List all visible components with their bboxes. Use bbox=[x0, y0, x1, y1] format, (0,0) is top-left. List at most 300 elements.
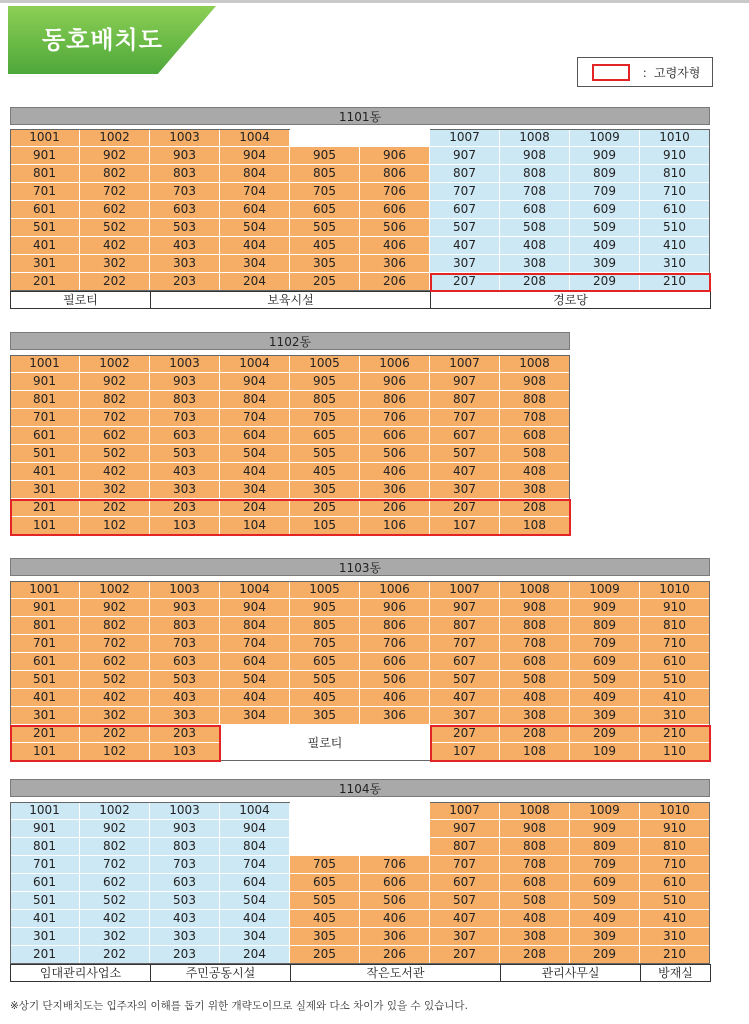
unit-cell: 710 bbox=[640, 635, 710, 653]
legend bbox=[577, 57, 713, 87]
unit-cell: 306 bbox=[360, 707, 430, 725]
unit-cell: 505 bbox=[290, 892, 360, 910]
unit-cell: 605 bbox=[290, 427, 360, 445]
unit-cell: 1005 bbox=[290, 581, 360, 599]
unit-cell: 804 bbox=[220, 838, 290, 856]
unit-cell: 510 bbox=[640, 219, 710, 237]
unit-cell: 102 bbox=[80, 517, 150, 535]
unit-cell: 1007 bbox=[430, 355, 500, 373]
unit-cell: 1002 bbox=[80, 129, 150, 147]
unit-cell: 410 bbox=[640, 237, 710, 255]
legend-label: ：고령자형 bbox=[642, 66, 701, 80]
unit-cell: 304 bbox=[220, 928, 290, 946]
unit-cell: 1004 bbox=[220, 355, 290, 373]
unit-cell: 206 bbox=[360, 273, 430, 291]
ground-facility: 관리사무실 bbox=[500, 964, 641, 982]
building-title: 1102동 bbox=[10, 332, 570, 350]
unit-cell: 701 bbox=[10, 183, 80, 201]
unit-cell: 707 bbox=[430, 856, 500, 874]
unit-cell: 305 bbox=[290, 707, 360, 725]
unit-cell: 709 bbox=[570, 856, 640, 874]
unit-cell: 503 bbox=[150, 892, 220, 910]
building-title: 1104동 bbox=[10, 779, 710, 797]
unit-cell: 704 bbox=[220, 856, 290, 874]
unit-cell: 704 bbox=[220, 183, 290, 201]
unit-cell: 710 bbox=[640, 856, 710, 874]
unit-cell: 906 bbox=[360, 373, 430, 391]
unit-cell: 608 bbox=[500, 874, 570, 892]
unit-cell: 803 bbox=[150, 617, 220, 635]
unit-cell: 403 bbox=[150, 910, 220, 928]
unit-cell: 810 bbox=[640, 165, 710, 183]
unit-cell: 504 bbox=[220, 671, 290, 689]
unit-cell: 805 bbox=[290, 617, 360, 635]
unit-cell: 802 bbox=[80, 391, 150, 409]
unit-cell: 1001 bbox=[10, 355, 80, 373]
unit-cell: 907 bbox=[430, 373, 500, 391]
unit-cell: 208 bbox=[500, 273, 570, 291]
unit-cell: 602 bbox=[80, 874, 150, 892]
unit-cell: 904 bbox=[220, 373, 290, 391]
unit-cell: 509 bbox=[570, 219, 640, 237]
unit-cell: 208 bbox=[500, 725, 570, 743]
unit-cell: 505 bbox=[290, 219, 360, 237]
unit-cell: 401 bbox=[10, 463, 80, 481]
unit-cell: 609 bbox=[570, 201, 640, 219]
unit-cell: 303 bbox=[150, 481, 220, 499]
unit-cell: 404 bbox=[220, 237, 290, 255]
unit-cell: 802 bbox=[80, 165, 150, 183]
unit-cell: 909 bbox=[570, 599, 640, 617]
unit-cell: 1003 bbox=[150, 581, 220, 599]
unit-cell: 210 bbox=[640, 946, 710, 964]
unit-cell: 310 bbox=[640, 707, 710, 725]
unit-cell: 603 bbox=[150, 201, 220, 219]
unit-cell: 806 bbox=[360, 391, 430, 409]
unit-cell: 109 bbox=[570, 743, 640, 761]
unit-cell: 503 bbox=[150, 445, 220, 463]
unit-cell: 1009 bbox=[570, 581, 640, 599]
unit-cell: 507 bbox=[430, 892, 500, 910]
unit-cell: 603 bbox=[150, 427, 220, 445]
unit-cell: 107 bbox=[430, 517, 500, 535]
unit-cell: 308 bbox=[500, 707, 570, 725]
unit-cell: 301 bbox=[10, 481, 80, 499]
unit-cell: 207 bbox=[430, 946, 500, 964]
unit-cell: 705 bbox=[290, 183, 360, 201]
unit-cell: 908 bbox=[500, 599, 570, 617]
unit-cell: 108 bbox=[500, 517, 570, 535]
unit-cell: 606 bbox=[360, 653, 430, 671]
unit-cell: 405 bbox=[290, 463, 360, 481]
unit-cell: 407 bbox=[430, 910, 500, 928]
unit-cell: 807 bbox=[430, 617, 500, 635]
unit-cell: 208 bbox=[500, 946, 570, 964]
unit-cell: 304 bbox=[220, 707, 290, 725]
unit-cell: 1008 bbox=[500, 129, 570, 147]
unit-cell: 403 bbox=[150, 463, 220, 481]
unit-cell: 406 bbox=[360, 910, 430, 928]
unit-cell: 502 bbox=[80, 219, 150, 237]
unit-cell: 308 bbox=[500, 481, 570, 499]
unit-cell: 210 bbox=[640, 273, 710, 291]
unit-cell: 1004 bbox=[220, 802, 290, 820]
unit-cell: 409 bbox=[570, 689, 640, 707]
unit-cell: 1002 bbox=[80, 581, 150, 599]
unit-cell: 402 bbox=[80, 237, 150, 255]
empty-space bbox=[290, 820, 430, 838]
unit-cell: 601 bbox=[10, 874, 80, 892]
unit-cell: 809 bbox=[570, 838, 640, 856]
unit-cell: 304 bbox=[220, 481, 290, 499]
unit-cell: 202 bbox=[80, 273, 150, 291]
unit-cell: 505 bbox=[290, 445, 360, 463]
unit-cell: 1003 bbox=[150, 129, 220, 147]
unit-cell: 702 bbox=[80, 635, 150, 653]
unit-cell: 1004 bbox=[220, 129, 290, 147]
unit-cell: 603 bbox=[150, 653, 220, 671]
unit-cell: 408 bbox=[500, 237, 570, 255]
empty-space bbox=[290, 838, 430, 856]
unit-cell: 1008 bbox=[500, 355, 570, 373]
unit-cell: 902 bbox=[80, 820, 150, 838]
unit-cell: 209 bbox=[570, 725, 640, 743]
unit-cell: 608 bbox=[500, 427, 570, 445]
unit-cell: 907 bbox=[430, 147, 500, 165]
unit-cell: 201 bbox=[10, 499, 80, 517]
unit-cell: 705 bbox=[290, 635, 360, 653]
unit-cell: 808 bbox=[500, 391, 570, 409]
unit-cell: 304 bbox=[220, 255, 290, 273]
unit-cell: 302 bbox=[80, 481, 150, 499]
unit-cell: 509 bbox=[570, 892, 640, 910]
unit-cell: 1005 bbox=[290, 355, 360, 373]
unit-cell: 604 bbox=[220, 653, 290, 671]
unit-cell: 605 bbox=[290, 201, 360, 219]
unit-cell: 504 bbox=[220, 445, 290, 463]
unit-cell: 602 bbox=[80, 201, 150, 219]
unit-cell: 201 bbox=[10, 946, 80, 964]
unit-cell: 409 bbox=[570, 237, 640, 255]
unit-cell: 1006 bbox=[360, 581, 430, 599]
unit-cell: 206 bbox=[360, 499, 430, 517]
ground-facility: 작은도서관 bbox=[290, 964, 501, 982]
unit-cell: 406 bbox=[360, 463, 430, 481]
unit-cell: 902 bbox=[80, 373, 150, 391]
unit-cell: 904 bbox=[220, 599, 290, 617]
unit-cell: 807 bbox=[430, 165, 500, 183]
unit-cell: 606 bbox=[360, 201, 430, 219]
unit-cell: 801 bbox=[10, 391, 80, 409]
unit-cell: 708 bbox=[500, 409, 570, 427]
unit-cell: 1001 bbox=[10, 129, 80, 147]
unit-cell: 610 bbox=[640, 653, 710, 671]
unit-cell: 601 bbox=[10, 427, 80, 445]
unit-cell: 301 bbox=[10, 255, 80, 273]
unit-cell: 401 bbox=[10, 910, 80, 928]
unit-cell: 305 bbox=[290, 255, 360, 273]
unit-cell: 1009 bbox=[570, 802, 640, 820]
unit-cell: 907 bbox=[430, 599, 500, 617]
unit-cell: 509 bbox=[570, 671, 640, 689]
unit-cell: 203 bbox=[150, 725, 220, 743]
unit-cell: 708 bbox=[500, 183, 570, 201]
unit-cell: 207 bbox=[430, 725, 500, 743]
unit-cell: 907 bbox=[430, 820, 500, 838]
unit-cell: 1007 bbox=[430, 802, 500, 820]
unit-cell: 506 bbox=[360, 219, 430, 237]
unit-cell: 502 bbox=[80, 445, 150, 463]
empty-space bbox=[290, 801, 430, 820]
unit-cell: 203 bbox=[150, 946, 220, 964]
unit-cell: 307 bbox=[430, 481, 500, 499]
building-title: 1103동 bbox=[10, 558, 710, 576]
unit-cell: 507 bbox=[430, 445, 500, 463]
unit-cell: 1003 bbox=[150, 355, 220, 373]
unit-cell: 401 bbox=[10, 237, 80, 255]
unit-cell: 704 bbox=[220, 409, 290, 427]
unit-cell: 302 bbox=[80, 707, 150, 725]
unit-cell: 503 bbox=[150, 219, 220, 237]
unit-cell: 107 bbox=[430, 743, 500, 761]
unit-cell: 908 bbox=[500, 820, 570, 838]
unit-cell: 202 bbox=[80, 725, 150, 743]
unit-cell: 303 bbox=[150, 707, 220, 725]
unit-cell: 506 bbox=[360, 892, 430, 910]
unit-cell: 901 bbox=[10, 599, 80, 617]
unit-cell: 808 bbox=[500, 165, 570, 183]
unit-cell: 808 bbox=[500, 838, 570, 856]
unit-cell: 703 bbox=[150, 856, 220, 874]
unit-cell: 606 bbox=[360, 427, 430, 445]
unit-cell: 910 bbox=[640, 820, 710, 838]
unit-cell: 503 bbox=[150, 671, 220, 689]
unit-cell: 402 bbox=[80, 910, 150, 928]
unit-cell: 608 bbox=[500, 201, 570, 219]
unit-cell: 404 bbox=[220, 910, 290, 928]
unit-cell: 607 bbox=[430, 427, 500, 445]
unit-cell: 203 bbox=[150, 273, 220, 291]
unit-cell: 506 bbox=[360, 445, 430, 463]
unit-cell: 405 bbox=[290, 237, 360, 255]
unit-cell: 904 bbox=[220, 820, 290, 838]
unit-cell: 407 bbox=[430, 689, 500, 707]
unit-cell: 309 bbox=[570, 928, 640, 946]
unit-cell: 706 bbox=[360, 856, 430, 874]
unit-cell: 508 bbox=[500, 671, 570, 689]
unit-cell: 406 bbox=[360, 689, 430, 707]
unit-cell: 909 bbox=[570, 147, 640, 165]
page-title: 동호배치도 bbox=[42, 26, 163, 54]
unit-cell: 906 bbox=[360, 599, 430, 617]
unit-cell: 903 bbox=[150, 147, 220, 165]
unit-cell: 209 bbox=[570, 273, 640, 291]
unit-cell: 902 bbox=[80, 147, 150, 165]
unit-cell: 806 bbox=[360, 165, 430, 183]
unit-cell: 307 bbox=[430, 928, 500, 946]
unit-cell: 705 bbox=[290, 409, 360, 427]
unit-cell: 105 bbox=[290, 517, 360, 535]
unit-cell: 103 bbox=[150, 743, 220, 761]
piloti-area: 필로티 bbox=[220, 725, 430, 760]
unit-cell: 703 bbox=[150, 183, 220, 201]
unit-cell: 1002 bbox=[80, 802, 150, 820]
unit-cell: 309 bbox=[570, 255, 640, 273]
unit-cell: 309 bbox=[570, 707, 640, 725]
unit-cell: 505 bbox=[290, 671, 360, 689]
unit-cell: 205 bbox=[290, 946, 360, 964]
unit-cell: 710 bbox=[640, 183, 710, 201]
unit-cell: 306 bbox=[360, 481, 430, 499]
unit-cell: 610 bbox=[640, 874, 710, 892]
unit-cell: 606 bbox=[360, 874, 430, 892]
unit-cell: 204 bbox=[220, 273, 290, 291]
unit-cell: 708 bbox=[500, 856, 570, 874]
unit-cell: 910 bbox=[640, 147, 710, 165]
unit-cell: 205 bbox=[290, 273, 360, 291]
unit-cell: 704 bbox=[220, 635, 290, 653]
unit-cell: 110 bbox=[640, 743, 710, 761]
unit-cell: 1007 bbox=[430, 129, 500, 147]
unit-cell: 707 bbox=[430, 183, 500, 201]
unit-cell: 209 bbox=[570, 946, 640, 964]
unit-cell: 502 bbox=[80, 892, 150, 910]
unit-cell: 208 bbox=[500, 499, 570, 517]
unit-cell: 610 bbox=[640, 201, 710, 219]
unit-cell: 404 bbox=[220, 463, 290, 481]
unit-cell: 807 bbox=[430, 391, 500, 409]
unit-cell: 101 bbox=[10, 517, 80, 535]
ground-facility: 필로티 bbox=[10, 291, 151, 309]
unit-cell: 508 bbox=[500, 219, 570, 237]
ground-facility: 주민공동시설 bbox=[150, 964, 291, 982]
unit-cell: 403 bbox=[150, 689, 220, 707]
unit-cell: 607 bbox=[430, 653, 500, 671]
unit-cell: 810 bbox=[640, 617, 710, 635]
unit-cell: 804 bbox=[220, 617, 290, 635]
unit-cell: 108 bbox=[500, 743, 570, 761]
unit-cell: 408 bbox=[500, 689, 570, 707]
unit-cell: 803 bbox=[150, 165, 220, 183]
unit-cell: 810 bbox=[640, 838, 710, 856]
unit-cell: 310 bbox=[640, 255, 710, 273]
unit-cell: 405 bbox=[290, 910, 360, 928]
unit-cell: 504 bbox=[220, 219, 290, 237]
unit-cell: 102 bbox=[80, 743, 150, 761]
unit-cell: 306 bbox=[360, 255, 430, 273]
unit-cell: 1003 bbox=[150, 802, 220, 820]
unit-cell: 1010 bbox=[640, 129, 710, 147]
unit-cell: 706 bbox=[360, 409, 430, 427]
unit-cell: 803 bbox=[150, 838, 220, 856]
unit-cell: 308 bbox=[500, 928, 570, 946]
unit-cell: 210 bbox=[640, 725, 710, 743]
unit-cell: 202 bbox=[80, 946, 150, 964]
unit-cell: 809 bbox=[570, 617, 640, 635]
unit-cell: 303 bbox=[150, 928, 220, 946]
unit-cell: 501 bbox=[10, 671, 80, 689]
unit-cell: 801 bbox=[10, 165, 80, 183]
ground-facility: 방재실 bbox=[640, 964, 711, 982]
unit-cell: 510 bbox=[640, 892, 710, 910]
unit-cell: 1004 bbox=[220, 581, 290, 599]
unit-cell: 809 bbox=[570, 165, 640, 183]
unit-cell: 905 bbox=[290, 373, 360, 391]
unit-cell: 103 bbox=[150, 517, 220, 535]
unit-cell: 405 bbox=[290, 689, 360, 707]
unit-cell: 605 bbox=[290, 653, 360, 671]
unit-cell: 609 bbox=[570, 874, 640, 892]
unit-cell: 506 bbox=[360, 671, 430, 689]
unit-cell: 407 bbox=[430, 237, 500, 255]
unit-cell: 707 bbox=[430, 635, 500, 653]
unit-cell: 608 bbox=[500, 653, 570, 671]
unit-cell: 1009 bbox=[570, 129, 640, 147]
footnote: ※상기 단지배치도는 입주자의 이해를 돕기 위한 개략도이므로 실제와 다소 차이가 있을 수 있습니다. bbox=[10, 1000, 468, 1012]
unit-cell: 1001 bbox=[10, 581, 80, 599]
unit-cell: 406 bbox=[360, 237, 430, 255]
unit-cell: 708 bbox=[500, 635, 570, 653]
unit-cell: 903 bbox=[150, 599, 220, 617]
unit-cell: 603 bbox=[150, 874, 220, 892]
unit-cell: 508 bbox=[500, 445, 570, 463]
unit-cell: 504 bbox=[220, 892, 290, 910]
unit-cell: 702 bbox=[80, 856, 150, 874]
unit-cell: 905 bbox=[290, 147, 360, 165]
unit-cell: 709 bbox=[570, 183, 640, 201]
unit-cell: 808 bbox=[500, 617, 570, 635]
unit-cell: 203 bbox=[150, 499, 220, 517]
unit-cell: 204 bbox=[220, 946, 290, 964]
unit-cell: 403 bbox=[150, 237, 220, 255]
unit-cell: 601 bbox=[10, 201, 80, 219]
unit-cell: 604 bbox=[220, 874, 290, 892]
unit-cell: 302 bbox=[80, 255, 150, 273]
unit-cell: 206 bbox=[360, 946, 430, 964]
unit-cell: 709 bbox=[570, 635, 640, 653]
unit-cell: 609 bbox=[570, 653, 640, 671]
unit-cell: 402 bbox=[80, 463, 150, 481]
unit-cell: 602 bbox=[80, 427, 150, 445]
unit-cell: 902 bbox=[80, 599, 150, 617]
unit-cell: 701 bbox=[10, 856, 80, 874]
unit-cell: 702 bbox=[80, 183, 150, 201]
unit-cell: 1006 bbox=[360, 355, 430, 373]
unit-cell: 607 bbox=[430, 874, 500, 892]
unit-cell: 602 bbox=[80, 653, 150, 671]
unit-cell: 905 bbox=[290, 599, 360, 617]
unit-cell: 301 bbox=[10, 928, 80, 946]
unit-cell: 302 bbox=[80, 928, 150, 946]
building-title: 1101동 bbox=[10, 107, 710, 125]
unit-cell: 908 bbox=[500, 373, 570, 391]
unit-cell: 706 bbox=[360, 635, 430, 653]
unit-cell: 1008 bbox=[500, 581, 570, 599]
unit-cell: 207 bbox=[430, 499, 500, 517]
unit-cell: 801 bbox=[10, 617, 80, 635]
unit-cell: 410 bbox=[640, 689, 710, 707]
unit-cell: 701 bbox=[10, 409, 80, 427]
unit-cell: 802 bbox=[80, 617, 150, 635]
ground-facility: 보육시설 bbox=[150, 291, 431, 309]
unit-cell: 308 bbox=[500, 255, 570, 273]
unit-cell: 805 bbox=[290, 165, 360, 183]
unit-cell: 306 bbox=[360, 928, 430, 946]
unit-cell: 703 bbox=[150, 635, 220, 653]
unit-cell: 502 bbox=[80, 671, 150, 689]
unit-cell: 510 bbox=[640, 671, 710, 689]
unit-cell: 904 bbox=[220, 147, 290, 165]
